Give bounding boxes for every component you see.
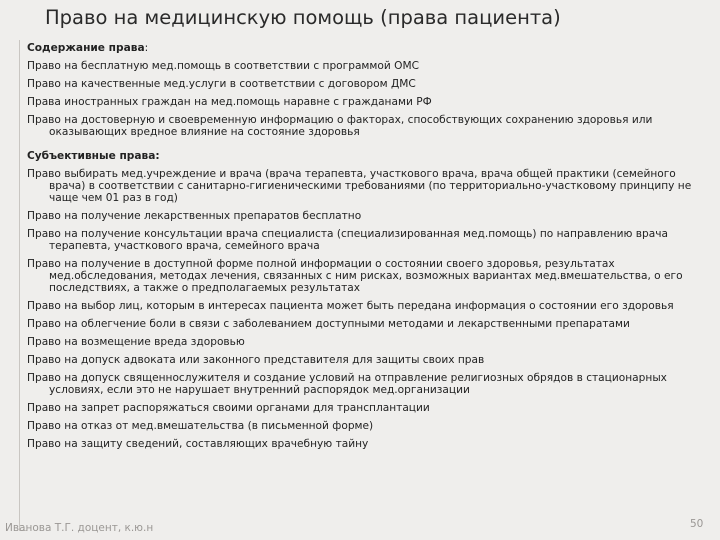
section-heading-bold: Содержание права	[27, 42, 145, 54]
list-item: Права иностранных граждан на мед.помощь наравне с гражданами РФ	[27, 96, 432, 108]
section-heading-content	[27, 42, 705, 54]
list-item: Право на отказ от мед.вмешательства (в письменной форме)	[27, 420, 374, 432]
list-item: Право на получение консультации врача специалиста (специализированная мед.помощь) по направлению врача терапевта, участкового врача, семейного врача	[27, 228, 669, 252]
list-item: Право на допуск священнослужителя и создание условий на отправление религиозных обрядов в стационарных условиях, если это не нарушает внутренний распорядок мед.организации	[27, 372, 667, 396]
list-item: Право на выбор лиц, которым в интересах пациента может быть передана информация о состоянии его здоровья	[27, 300, 674, 312]
slide-title: Право на медицинскую помощь (права пациента)	[45, 6, 561, 29]
list-item: Право выбирать мед.учреждение и врача (врача терапевта, участкового врача, врача общей практики (семейного врача) в соответствии с санитарно-гигиеническими требованиями (по территориально-участковому принципу не чаще чем 01 раз в год)	[27, 168, 692, 204]
list-item: Право на получение лекарственных препаратов бесплатно	[27, 210, 362, 222]
decorative-vertical-line	[19, 40, 20, 530]
list-item: Право на облегчение боли в связи с заболеванием доступными методами и лекарственными препаратами	[27, 318, 630, 330]
list-item: Право на возмещение вреда здоровью	[27, 336, 245, 348]
list-item: Право на запрет распоряжаться своими органами для трансплантации	[27, 402, 430, 414]
list-item: Право на допуск адвоката или законного представителя для защиты своих прав	[27, 354, 485, 366]
list-item: Право на бесплатную мед.помощь в соответствии с программой ОМС	[27, 60, 420, 72]
slide-content	[27, 42, 705, 456]
section-heading-colon: :	[144, 42, 149, 54]
list-item: Право на получение в доступной форме полной информации о состоянии своего здоровья, результатах мед.обследования, методах лечения, связанных с ним рисках, возможных вариантах мед.вмешательства, о его последствиях, а также о предполагаемых результатах	[27, 258, 683, 294]
page-number: 50	[690, 518, 704, 530]
section-heading-subjective: Субъективные права:	[27, 150, 160, 162]
list-item: Право на качественные мед.услуги в соответствии с договором ДМС	[27, 78, 416, 90]
list-item: Право на достоверную и своевременную информацию о факторах, способствующих сохранению здоровья или оказывающих вредное влияние на состояние здоровья	[27, 114, 653, 138]
footer-author: Иванова Т.Г. доцент, к.ю.н	[5, 522, 154, 534]
list-item: Право на защиту сведений, составляющих врачебную тайну	[27, 438, 369, 450]
